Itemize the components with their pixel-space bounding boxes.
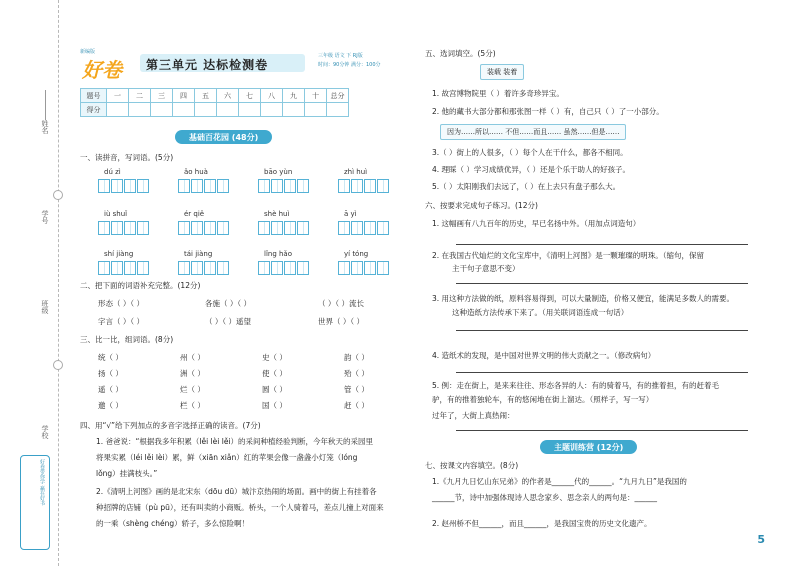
table-row xyxy=(81,103,349,117)
writing-grid-cell[interactable] xyxy=(111,221,123,235)
table-cell[interactable] xyxy=(305,103,327,117)
pinyin-label: shí jiàng xyxy=(104,250,134,258)
pinyin-label: ér qiě xyxy=(184,210,205,218)
q6-item-2-line1: 2. 在我国古代灿烂的文化宝库中，《清明上河图》是一颗璀璨的明珠。（缩句，保留 xyxy=(432,251,705,260)
name-label: 姓名 xyxy=(41,120,49,134)
pinyin-label: bāo yùn xyxy=(264,168,293,176)
pinyin-label: zhì huì xyxy=(344,168,368,176)
writing-grid-cell[interactable] xyxy=(137,261,149,275)
score-table xyxy=(80,88,349,117)
compare-word[interactable]: 洲（ ） xyxy=(180,369,205,378)
q6-item-5-line1: 5. 例：走在街上，是来来往往、形态各异的人：有的骑着马，有的推着担，有的赶着毛 xyxy=(432,381,720,390)
writing-grid-cell[interactable] xyxy=(338,261,350,275)
pinyin-label: lǐng hǎo xyxy=(264,250,293,258)
compare-word[interactable]: 邀（ ） xyxy=(98,401,123,410)
compare-word[interactable]: 扬（ ） xyxy=(98,369,123,378)
idiom-1[interactable]: 形态（ ）（ ） xyxy=(98,299,145,308)
pinyin-label: yí tóng xyxy=(344,250,369,258)
writing-grid-cell[interactable] xyxy=(111,179,123,193)
binding-hole xyxy=(53,360,63,370)
q6-item-5-line2: 驴，有的推着独轮车，有的悠闲地在街上溜达。（照样子，写一写） xyxy=(432,395,654,404)
student-id-label: 学号 xyxy=(41,210,49,224)
writing-grid-cell[interactable] xyxy=(364,179,376,193)
writing-grid-cell[interactable] xyxy=(271,261,283,275)
q4-item1-line1: 1. 爸爸说：“根据我多年积累（lěi lèi lěi）的采间种植经验判断，今年秋天的采园里 xyxy=(96,437,374,446)
q6-item-3-line1: 3. 用这种方法做的纸，原料容易得到，可以大量制造，价格又便宜，能满足多数人的需要。 xyxy=(432,294,735,303)
writing-grid-cell[interactable] xyxy=(111,261,123,275)
writing-grid-cell[interactable] xyxy=(124,261,136,275)
writing-grid-cell[interactable] xyxy=(178,261,190,275)
writing-grid-cell[interactable] xyxy=(98,179,110,193)
binding-strip xyxy=(0,0,70,566)
section-title: 基础百花园 xyxy=(189,133,229,142)
writing-grid-cell[interactable] xyxy=(284,261,296,275)
idiom-2[interactable]: 各施（ ）（ ） xyxy=(205,299,252,308)
name-line xyxy=(45,90,46,120)
writing-grid-cell[interactable] xyxy=(204,261,216,275)
table-cell: 五 xyxy=(195,89,217,103)
q7-item-1-line2: ______节，诗中加强体现诗人思念家乡、思念亲人的两句是：______ xyxy=(432,493,657,502)
writing-grid-cell[interactable] xyxy=(377,179,389,193)
table-cell: 得分 xyxy=(81,103,107,117)
q4-item2-line2: 种招牌的店铺（pù pū），还有叫卖的小商贩。桥头，一个人骑着马，差点儿撞上对面来 xyxy=(96,503,384,512)
table-cell: 题号 xyxy=(81,89,107,103)
table-cell: 三 xyxy=(151,89,173,103)
section-score: (48分) xyxy=(231,133,259,142)
compare-word[interactable]: 栏（ ） xyxy=(180,401,205,410)
binding-dashed-line xyxy=(58,0,59,566)
table-cell[interactable] xyxy=(151,103,173,117)
table-cell[interactable] xyxy=(239,103,261,117)
writing-grid-cell[interactable] xyxy=(364,221,376,235)
section-score: (12分) xyxy=(596,443,624,452)
q6-item-5-line3: 过年了，大街上真热闹： xyxy=(432,411,515,420)
writing-grid-cell[interactable] xyxy=(124,179,136,193)
table-cell: 二 xyxy=(129,89,151,103)
pinyin-label: dú zì xyxy=(104,168,121,176)
writing-grid-cell[interactable] xyxy=(98,221,110,235)
writing-grid-cell[interactable] xyxy=(351,179,363,193)
section-banner-basics xyxy=(175,130,272,144)
answer-line[interactable] xyxy=(456,372,748,373)
q6-item-2-line2: 主干句子意思不变） xyxy=(452,264,520,273)
table-cell[interactable] xyxy=(327,103,349,117)
word-choice-box-2: 因为……所以…… 不但……而且…… 虽然……但是…… xyxy=(440,124,626,140)
q5-item-4: 4. 理睬（ ）学习成绩优异，（ ）还是个乐于助人的好孩子。 xyxy=(432,165,631,174)
writing-grid-cell[interactable] xyxy=(271,179,283,193)
page-title: 第三单元 达标检测卷 xyxy=(140,54,305,72)
writing-grid-cell[interactable] xyxy=(217,261,229,275)
writing-grid-cell[interactable] xyxy=(284,179,296,193)
q5-item-2: 2. 他的藏书大部分都和那张图一样（ ）有，自己只（ ）了一小部分。 xyxy=(432,107,664,116)
question-4-title: 四、用“√”给下列加点的多音字选择正确的读音。(7分) xyxy=(80,421,261,430)
compare-word[interactable]: 史（ ） xyxy=(262,353,287,362)
q4-item2-line1: 2.《清明上河图》画的是北宋东（dōu dū）城汴京热闹的场面。画中的街上有挂着各 xyxy=(96,487,377,496)
writing-grid-cell[interactable] xyxy=(338,179,350,193)
writing-grid-cell[interactable] xyxy=(178,221,190,235)
exam-header xyxy=(80,48,400,86)
table-cell: 六 xyxy=(217,89,239,103)
answer-line[interactable] xyxy=(456,283,748,284)
idiom-5[interactable]: （ ）（ ）遥望 xyxy=(205,317,252,326)
pinyin-label: iù shuǐ xyxy=(104,210,128,218)
binding-hole xyxy=(53,190,63,200)
pinyin-label: shè huì xyxy=(264,210,290,218)
pinyin-label: ā yì xyxy=(344,210,357,218)
answer-line[interactable] xyxy=(456,430,748,431)
writing-grid-cell[interactable] xyxy=(191,179,203,193)
writing-grid-cell[interactable] xyxy=(98,261,110,275)
pinyin-label: tái jiàng xyxy=(184,250,213,258)
compare-word[interactable]: 赶（ ） xyxy=(344,401,369,410)
writing-grid-cell[interactable] xyxy=(258,179,270,193)
table-row xyxy=(81,89,349,103)
compare-word[interactable]: 韵（ ） xyxy=(344,353,369,362)
brand-logo: 好卷 xyxy=(82,58,122,82)
table-cell: 总分 xyxy=(327,89,349,103)
writing-grid-cell[interactable] xyxy=(204,179,216,193)
compare-word[interactable]: 统（ ） xyxy=(98,353,123,362)
q5-item-5: 5.（ ）太阳刚我们去远了，（ ）在上去只有盘子那么大。 xyxy=(432,182,621,191)
compare-word[interactable]: 州（ ） xyxy=(180,353,205,362)
exam-info xyxy=(318,52,381,70)
writing-grid-cell[interactable] xyxy=(297,221,309,235)
table-cell: 一 xyxy=(107,89,129,103)
page-number: 5 xyxy=(757,533,765,546)
question-1-title: 一、读拼音，写词语。(5分) xyxy=(80,153,174,162)
writing-grid-cell[interactable] xyxy=(258,261,270,275)
writing-grid-cell[interactable] xyxy=(297,261,309,275)
writing-grid-cell[interactable] xyxy=(377,221,389,235)
table-cell[interactable] xyxy=(129,103,151,117)
writing-grid-cell[interactable] xyxy=(204,221,216,235)
table-cell[interactable] xyxy=(217,103,239,117)
section-title: 主题训练营 xyxy=(554,443,594,452)
table-cell: 七 xyxy=(239,89,261,103)
writing-grid-cell[interactable] xyxy=(338,221,350,235)
q4-item1-line2: 将果实累（léi lěi lèi）累，鲜（xiān xiǎn）红的苹果会像一盏盏小灯笼（lóng xyxy=(96,453,358,462)
idiom-6[interactable]: 世界（ ）（ ） xyxy=(318,317,365,326)
pinyin-label: ǎo huà xyxy=(184,168,208,176)
q5-item-1: 1. 故宫博物院里（ ）着许多奇珍异宝。 xyxy=(432,89,564,98)
compare-word[interactable]: 烂（ ） xyxy=(180,385,205,394)
q5-item-3: 3.（ ）街上的人很多，（ ）每个人在干什么，都各不相同。 xyxy=(432,148,628,157)
table-cell: 九 xyxy=(283,89,305,103)
writing-grid-cell[interactable] xyxy=(258,221,270,235)
table-cell: 四 xyxy=(173,89,195,103)
table-cell[interactable] xyxy=(173,103,195,117)
compare-word[interactable]: 国（ ） xyxy=(262,401,287,410)
answer-line[interactable] xyxy=(456,244,748,245)
word-choice-box-1: 装载 装着 xyxy=(480,64,524,80)
brand-top: 新编版 xyxy=(80,49,96,55)
writing-grid-cell[interactable] xyxy=(124,221,136,235)
question-5-title: 五、选词填空。(5分) xyxy=(425,49,496,58)
writing-grid-cell[interactable] xyxy=(271,221,283,235)
writing-grid-cell[interactable] xyxy=(137,179,149,193)
writing-grid-cell[interactable] xyxy=(364,261,376,275)
writing-grid-cell[interactable] xyxy=(217,179,229,193)
compare-word[interactable]: 管（ ） xyxy=(344,385,369,394)
time-tag: 时间：90分钟 满分：100分 xyxy=(318,62,381,68)
writing-grid-cell[interactable] xyxy=(297,179,309,193)
compare-word[interactable]: 殆（ ） xyxy=(344,369,369,378)
q6-item-1: 1. 这幅画有八九百年的历史，早已名扬中外。（用加点词造句） xyxy=(432,219,641,228)
q6-item-3-line2: 这种造纸方法传承下来了。（用关联词语连成一句话） xyxy=(452,308,629,317)
compare-word[interactable]: 使（ ） xyxy=(262,369,287,378)
compare-word[interactable]: 圆（ ） xyxy=(262,385,287,394)
writing-grid-cell[interactable] xyxy=(351,221,363,235)
writing-grid-cell[interactable] xyxy=(191,221,203,235)
table-cell[interactable] xyxy=(107,103,129,117)
writing-grid-cell[interactable] xyxy=(351,261,363,275)
idiom-4[interactable]: 字言（ ）（ ） xyxy=(98,317,145,326)
class-label: 班级 xyxy=(41,300,49,314)
writing-grid-cell[interactable] xyxy=(377,261,389,275)
question-7-title: 七、按课文内容填空。(8分) xyxy=(425,461,519,470)
school-label: 学校 xyxy=(41,425,49,439)
q4-item2-line3: 的一乘（shèng chéng）轿子，多么惊险啊！ xyxy=(96,519,250,528)
table-cell: 八 xyxy=(261,89,283,103)
compare-word[interactable]: 遥（ ） xyxy=(98,385,123,394)
answer-line[interactable] xyxy=(456,330,748,331)
question-2-title: 二、把下面的词语补充完整。(12分) xyxy=(80,281,201,290)
question-3-title: 三、比一比，组词语。(8分) xyxy=(80,335,174,344)
question-6-title: 六、按要求完成句子练习。(12分) xyxy=(425,201,538,210)
idiom-3[interactable]: （ ）（ ）流长 xyxy=(318,299,365,308)
writing-grid-cell[interactable] xyxy=(284,221,296,235)
table-cell: 十 xyxy=(305,89,327,103)
q7-item-1-line1: 1.《九月九日忆山东兄弟》的作者是______代的______。“九月九日”是我国的 xyxy=(432,477,687,486)
q4-item1-line3: lǒng）挂满枝头。” xyxy=(96,469,158,478)
table-cell[interactable] xyxy=(261,103,283,117)
writing-grid-cell[interactable] xyxy=(191,261,203,275)
brand-stamp: 好卷带你学 赢在好书 xyxy=(20,455,50,550)
writing-grid-cell[interactable] xyxy=(178,179,190,193)
writing-grid-cell[interactable] xyxy=(217,221,229,235)
q6-item-4: 4. 造纸术的发现，是中国对世界文明的伟大贡献之一。（修改病句） xyxy=(432,351,656,360)
grade-tag: 三年级 语文 下 RJ版 xyxy=(318,53,363,59)
table-cell[interactable] xyxy=(195,103,217,117)
writing-grid-cell[interactable] xyxy=(137,221,149,235)
section-banner-theme xyxy=(540,440,637,454)
table-cell[interactable] xyxy=(283,103,305,117)
q7-item-2: 2. 赵州桥不但______，而且______，是我国宝贵的历史文化遗产。 xyxy=(432,519,652,528)
